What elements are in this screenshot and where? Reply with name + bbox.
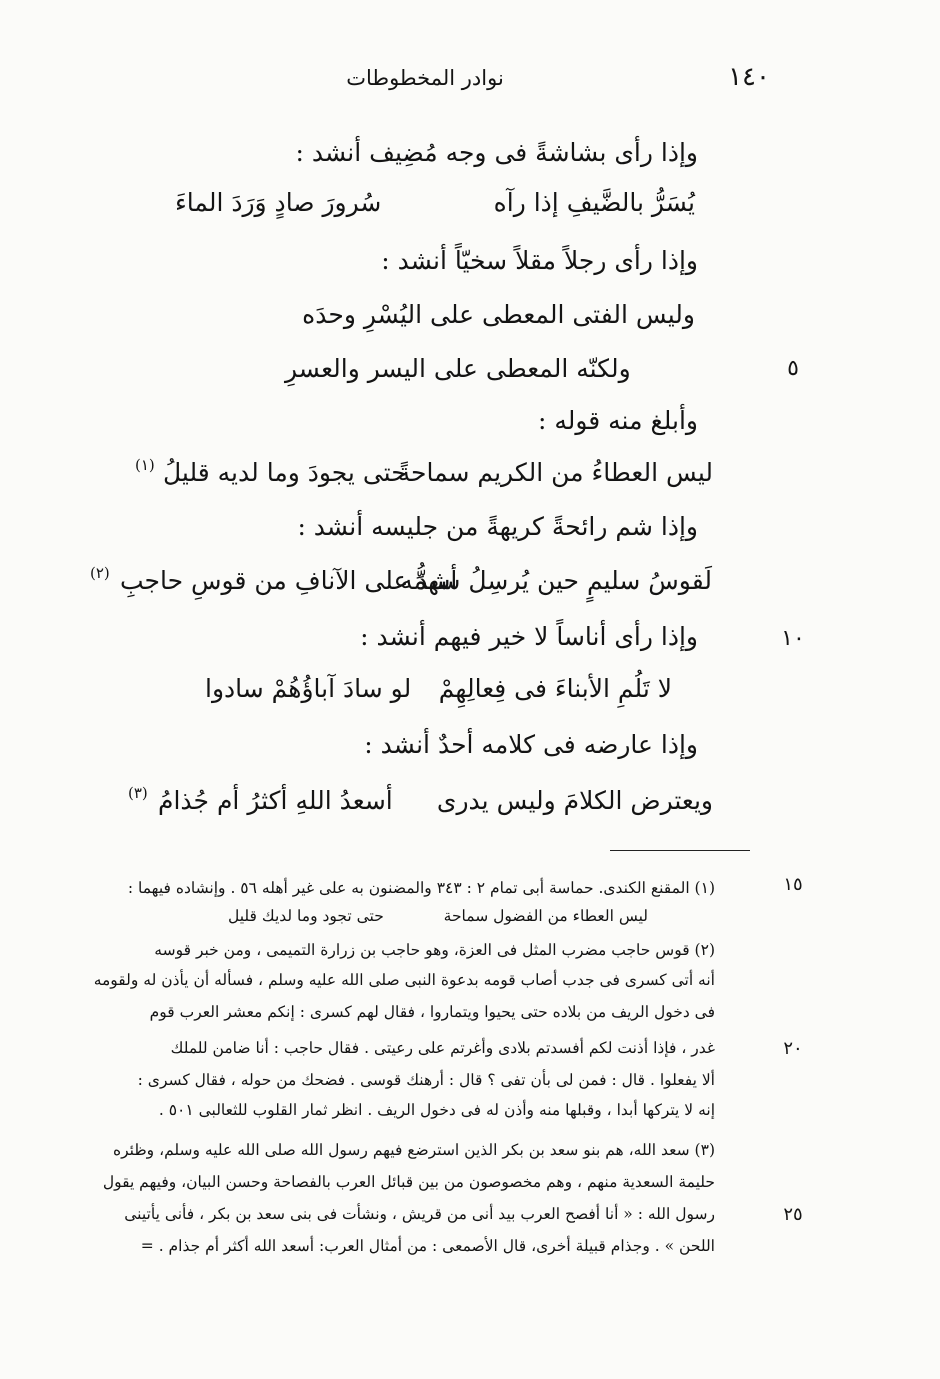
verse-hemistich-1: ليس العطاءُ من الكريم سماحةً [397,458,713,487]
running-head-title: نوادر المخطوطات [346,66,504,90]
verse-hemistich-2: أشدُّ على الآنافِ من قوسِ حاجبِ [120,566,458,595]
footnote-2-line: فى دخول الريف من بلاده حتى يحيوا ويتماروا ، فقال لهم كسرى : إنكم معشر العرب قوم [149,1003,715,1021]
footnote-3: (٣) سعد الله، هم بنو سعد بن بكر الذين استرضع فيهم رسول الله صلى الله عليه وسلم، وظئره [112,1141,715,1159]
verse-hemistich-2: حتى يجودَ وما لديه قليلُ [163,458,407,487]
footnote-marker: (٢) [90,564,110,582]
prose-line: وإذا عارضه فى كلامه أحدٌ أنشد : [364,730,698,759]
footnote-2-line: غدر ، فإذا أذنت لكم أفسدتم بلادى وأغرتم على رعيتى . فقال حاجب : أنا ضامن للملك [170,1039,715,1057]
footnote-2: (٢) قوس حاجب مضرب المثل فى العزة، وهو حاجب بن زرارة التميمى ، ومن خبر قوسه [154,941,715,959]
verse-hemistich-2: لو سادَ آباؤُهُمْ سادوا [205,674,412,703]
footnote-separator [610,850,750,851]
footnote-verse-hemistich-2: حتى تجود وما لديك قليل [228,907,384,925]
verse-hemistich-1: لا تَلُمِ الأبناءَ فى فِعالِهِمْ [438,674,672,703]
footnote-marker: (١) [135,456,155,474]
prose-line: وإذا رأى أناساً لا خير فيهم أنشد : [360,622,698,651]
footnote-3-line: رسول الله : « أنا أفصح العرب بيد أنى من قريش ، ونشأت فى بنى سعد بن بكر ، فأنى يأتينى [124,1205,715,1223]
prose-line: وأبلغ منه قوله : [537,406,698,435]
line-number: ٢٠ [783,1038,803,1059]
footnote-verse-hemistich-1: ليس العطاء من الفضول سماحة [443,907,648,925]
footnote-2-line: ألا يفعلوا . قال : فمن لى بأن تفى ؟ قال : أرهنك قوسى . فضحك من حوله ، فقال كسرى : [137,1071,715,1089]
line-number: ١٥ [783,874,803,895]
verse-hemistich-2: أسعدُ اللهِ أكثرُ أم جُذامُ [158,786,393,815]
page-number: ١٤٠ [728,62,770,92]
verse-hemistich-1: لَقوسُ سليمٍ حين يُرسِلُ سهمَه [400,566,712,595]
footnote-2-line: أنه أتى كسرى فى جدب أصاب قومه بدعوة النبى صلى الله عليه وسلم ، فسأله أن يأذن له ولقومه [93,971,715,989]
footnote-2-line: إنه لا يتركها أبدا ، وقبلها منه وأذن له فى دخول الريف . انظر ثمار القلوب للثعالبى ٥٠١ . [158,1101,715,1119]
prose-line: وإذا رأى بشاشةً فى وجه مُضِيف أنشد : [295,138,698,167]
verse-hemistich-2: سُرورَ صادٍ وَرَدَ الماءَ [175,188,382,217]
verse-hemistich-1: يُسَرُّ بالضَّيفِ إذا رآه [493,188,695,217]
verse-hemistich-1: ويعترض الكلامَ وليس يدرى [436,786,713,815]
footnote-marker: (٣) [128,784,148,802]
verse-hemistich-1: وليس الفتى المعطى على اليُسْرِ وحدَه [302,300,695,329]
verse-hemistich-2: ولكنّه المعطى على اليسر والعسرِ [285,354,631,383]
prose-line: وإذا رأى رجلاً مقلاً سخيّاً أنشد : [381,246,698,275]
line-number: ١٠ [781,626,805,651]
footnote-3-line: حليمة السعدية منهم ، وهم مخصوصون من بين قبائل العرب بالفصاحة وحسن البيان، وفيهم يقول [102,1173,715,1191]
line-number: ٢٥ [783,1204,803,1225]
footnote-3-line: اللحن » . وجذام قبيلة أخرى، قال الأصمعى : من أمثال العرب: أسعد الله أكثر أم جذام . = [140,1237,715,1255]
prose-line: وإذا شم رائحةً كريهةً من جليسه أنشد : [297,512,698,541]
line-number: ٥ [787,356,799,381]
footnote-1: (١) المقنع الكندى. حماسة أبى تمام ٢ : ٣٤٣ والمضنون به على غير أهله ٥٦ . وإنشاده فيهما : [127,879,715,897]
